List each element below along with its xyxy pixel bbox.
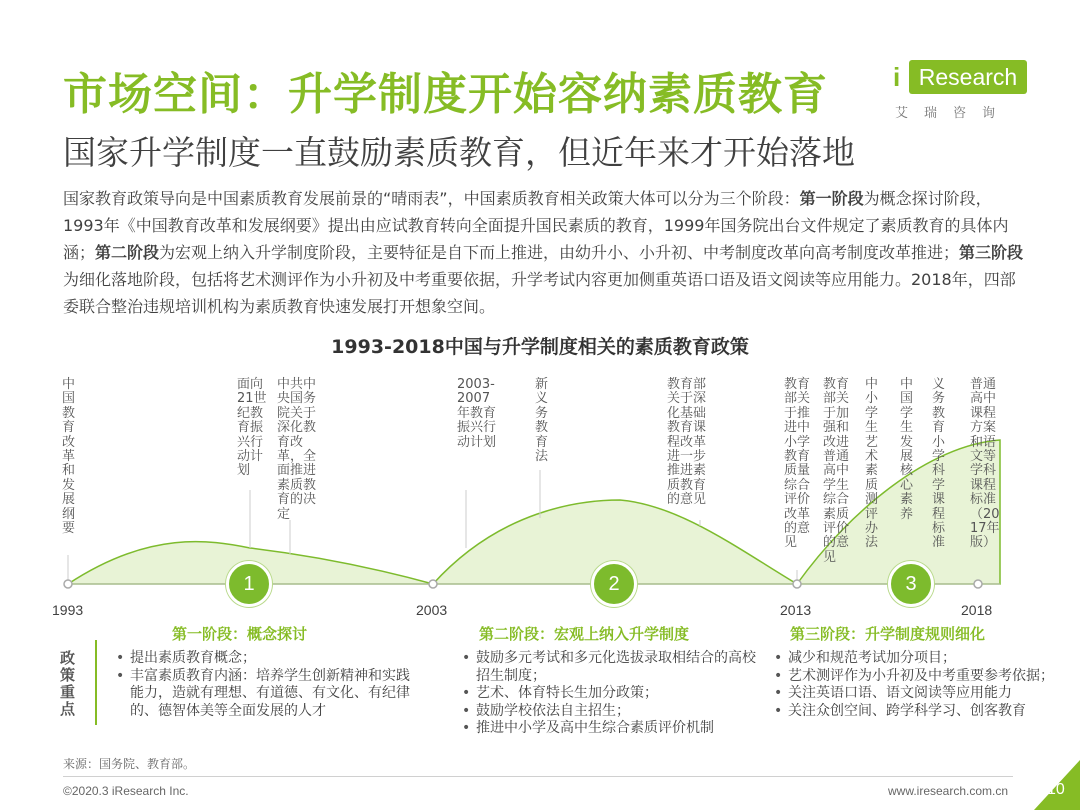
phase-2-bullets [462,650,766,738]
list-item: • 艺术测评作为小升初及中考重要参考依据； [788,668,1078,686]
policy-focus-label: 政策重点 [60,649,76,718]
event-text: 2003-2007年教育振兴行动计划 [457,377,497,450]
event-text: 教育部关于深化基础教育课程改革进一步推进素质教育的意见 [667,377,707,508]
page-number: 10 [1047,781,1065,798]
source-note: 来源：国务院、教育部。 [63,757,196,771]
intro-paragraph [63,185,1028,320]
list-item: • 推进中小学及高中生综合素质评价机制 [476,720,766,738]
list-item: • 关注英语口语、语文阅读等应用能力 [788,685,1078,703]
intro-text-3: 为宏观上纳入升学制度阶段，主要特征是自下而上推进，由幼升小、小升初、中考制度改革向高考制度改革推进； [159,243,960,262]
list-item: • 提出素质教育概念； [130,650,410,668]
intro-stage-3: 第三阶段 [959,243,1024,262]
list-item: • 鼓励学校依法自主招生； [476,703,766,721]
year-1993: 1993 [52,602,84,618]
logo-badge [909,60,1027,94]
event-text: 中国学生发展核心素养 [900,377,914,522]
event-text: 中国教育改革和发展纲要 [62,377,76,537]
footer-divider [63,776,1013,777]
list-item: • 丰富素质教育内涵：培养学生创新精神和实践能力，造就有理想、有道德、有文化、有纪律的、德智体美等全面发展的人才 [130,668,410,721]
list-item: • 艺术、体育特长生加分政策； [476,685,766,703]
event-text: 面向21世纪教育振兴行动计划 [237,377,267,479]
page-subtitle: 国家升学制度一直鼓励素质教育，但近年来才开始落地 [63,133,855,172]
event-text: 教育部关于加强和改进普通高中学生综合素质评价的意见 [823,377,850,565]
event-text: 义务教育小学科学课程标准 [932,377,946,551]
logo-i-glyph: i [893,62,901,92]
logo-cn: 艾瑞咨询 [895,106,1012,121]
year-2003: 2003 [416,602,448,618]
website-link[interactable]: www.iresearch.com.cn [888,784,1009,798]
side-label-rule [95,640,97,725]
intro-stage-2: 第二阶段 [95,243,160,262]
list-item: • 减少和规范考试加分项目； [788,650,1078,668]
intro-text-2: 为概念探讨阶段，1993年《中国教育改革和发展纲要》提出由应试教育转向全面提升国民素质的教育，1999年国务院出台文件规定了素质教育的具体内涵； [63,189,1009,262]
list-item: • 关注众创空间、跨学科学习、创客教育 [788,703,1078,721]
intro-text-4: 为细化落地阶段，包括将艺术测评作为小升初及中考重要依据，升学考试内容更加侧重英语口语及语文阅读等应用能力。2018年，四部委联合整治违规培训机构为素质教育快速发展打开想象空间。 [63,270,1016,316]
iresearch-logo [893,56,1043,126]
event-text: 中共中央国务院关于深化教育改革，全面推进素质教育的决定 [277,377,317,522]
phase-1-bullets [116,650,410,720]
event-text: 中小学生艺术素质测评办法 [865,377,879,551]
intro-text-1: 国家教育政策导向是中国素质教育发展前景的“晴雨表”，中国素质教育相关政策大体可以分为三个阶段： [63,189,800,208]
marker-1993 [64,580,72,588]
stage-3-badge: 3 [888,561,934,607]
page-title: 市场空间：升学制度开始容纳素质教育 [63,69,828,120]
marker-2018 [974,580,982,588]
logo-text: Research [918,64,1018,90]
event-text: 新义务教育法 [535,377,549,465]
event-text: 教育部关于推进中小学教育质量综合评价改革的意见 [784,377,811,551]
year-2018: 2018 [961,602,993,618]
marker-2003 [429,580,437,588]
stage-1-badge: 1 [226,561,272,607]
stage-2-badge: 2 [591,561,637,607]
intro-stage-1: 第一阶段 [799,189,864,208]
marker-2013 [793,580,801,588]
copyright: ©2020.3 iResearch Inc. [63,784,189,798]
year-2013: 2013 [780,602,812,618]
phase-2-title: 第二阶段：宏观上纳入升学制度 [479,625,690,643]
list-item: • 鼓励多元考试和多元化选拔录取相结合的高校招生制度； [476,650,766,685]
event-text: 普通高中课程方案和语文等学科课程标准（2017年版） [970,377,1000,551]
phase-1-title: 第一阶段：概念探讨 [172,625,308,643]
phase-3-title: 第三阶段：升学制度规则细化 [790,625,986,643]
chart-title: 1993-2018中国与升学制度相关的素质教育政策 [331,336,749,358]
phase-3-bullets [774,650,1078,720]
